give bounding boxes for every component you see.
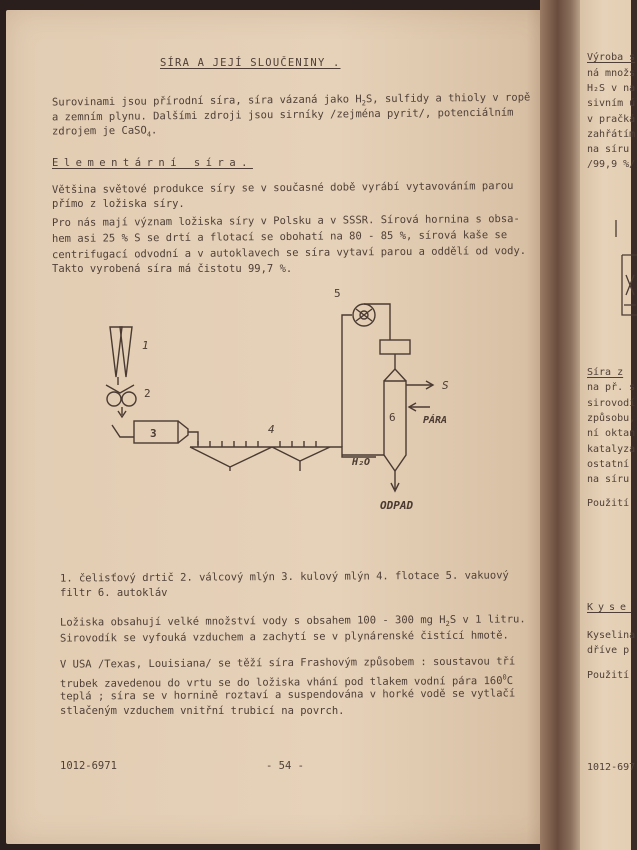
label-3: 3 [150,427,157,440]
right-line-8: /99,9 %/ [587,159,636,170]
right-mid-line-6: katalyza [587,444,636,455]
label-6: 6 [389,411,396,424]
page-title: SÍRA A JEJÍ SLOUČENINY . [160,57,341,69]
legend-line-2: filtr 6. autokláv [60,587,168,599]
para3-line-1: Ložiska obsahují velké množství vody s obsahem 100 - 300 mg $H_2S$ v 1 litru. [59,613,526,629]
para4-line-2: trubek zavedenou do vrtu se do ložiska vhání pod tlakem vodní pára $160^0C$ [59,673,514,691]
roller-left [107,392,121,406]
right-mid-line-7: ostatní [587,459,630,470]
page-number: - 54 - [266,760,304,772]
right-kyse-line-2: dříve p [587,645,630,656]
intro-line-3: zdrojem je CaSO$_4$. [51,124,158,139]
footer-code: 1012-6971 [60,760,117,772]
label-1: 1 [142,339,149,352]
right-mid-line-2: na př. s [587,382,636,393]
label-para: PÁRA [423,415,448,426]
right-mid-line-8: na síru [587,474,630,485]
right-mid-line-3: sirovodí [587,398,636,409]
right-pouziti-2: Použití [587,670,630,681]
right-mid-line-5: ní oktan [587,428,636,439]
para1-line-2: přímo z ložiska síry. [52,198,185,210]
right-diagram-fragment [612,215,637,325]
right-heading-kyse: Kyse [587,602,632,613]
para1-line-1: Většina světové produkce síry se v současné době vyrábí vytavováním parou [51,179,514,197]
para4-line-4: stlačeným vzduchem vnitřní trubicí na povrch. [60,705,345,717]
right-line-6: zahřátím [587,129,636,140]
label-4: 4 [268,423,275,436]
right-line-5: v pračká [587,114,636,125]
intro-line-2: a zemním plynu. Dalšími zdroji jsou sirníky /zejména pyrit/, potenciálním [51,106,514,124]
label-odpad: ODPAD [380,499,414,512]
right-pouziti-1: Použití [587,498,630,509]
book-gutter [540,0,584,850]
right-line-4: sivním ú [587,98,636,109]
right-line-1: Výroba s [587,52,636,63]
label-2: 2 [144,387,151,400]
right-line-2: ná množs [587,68,636,79]
para2-line-3: centrifugací odvodní a v autoklavech se síra vytaví parou a oddělí od vody. [51,244,527,262]
label-5: 5 [334,287,341,300]
intro-line-1: Surovinami jsou přírodní síra, síra vázaná jako $H_2S$, sulfidy a thioly v ropě [51,91,531,109]
para2-line-2: hem asi 25 % S se drtí a flotací se obohatí na 80 - 85 %, sírová kaše se [51,229,508,245]
para2-line-1: Pro nás mají význam ložiska síry v Polsku a v SSSR. Sírová hornina s obsa- [51,212,520,230]
label-s: S [442,379,449,392]
para3-line-2: Sirovodík se vyfouká vzduchem a zachytí se v plynárenské čistící hmotě. [59,629,509,645]
right-footer-code: 1012-697 [587,762,636,773]
autoclave-shape [384,381,406,471]
right-kyse-line-1: Kyselina [587,630,636,641]
process-diagram [80,285,500,545]
hopper-shape [380,340,410,354]
label-h2o: H₂O [352,457,371,468]
roller-right [122,392,136,406]
right-mid-line-1: Síra z [587,367,624,378]
right-line-3: H₂S v na [587,83,636,94]
right-mid-line-4: způsobu, [587,413,636,424]
para2-line-4: Takto vyrobená síra má čistotu 99,7 %. [52,263,293,275]
para4-line-3: teplá ; síra se v hornině roztaví a suspendována v horké vodě se vytlačí [59,687,516,703]
section-heading: Elementární síra. [52,157,253,169]
para4-line-1: V USA /Texas, Louisiana/ se těží síra Frashovým způsobem : soustavou tří [59,655,516,671]
legend-line-1: 1. čelisťový drtič 2. válcový mlýn 3. kulový mlýn 4. flotace 5. vakuový [59,569,509,585]
right-line-7: na síru [587,144,630,155]
